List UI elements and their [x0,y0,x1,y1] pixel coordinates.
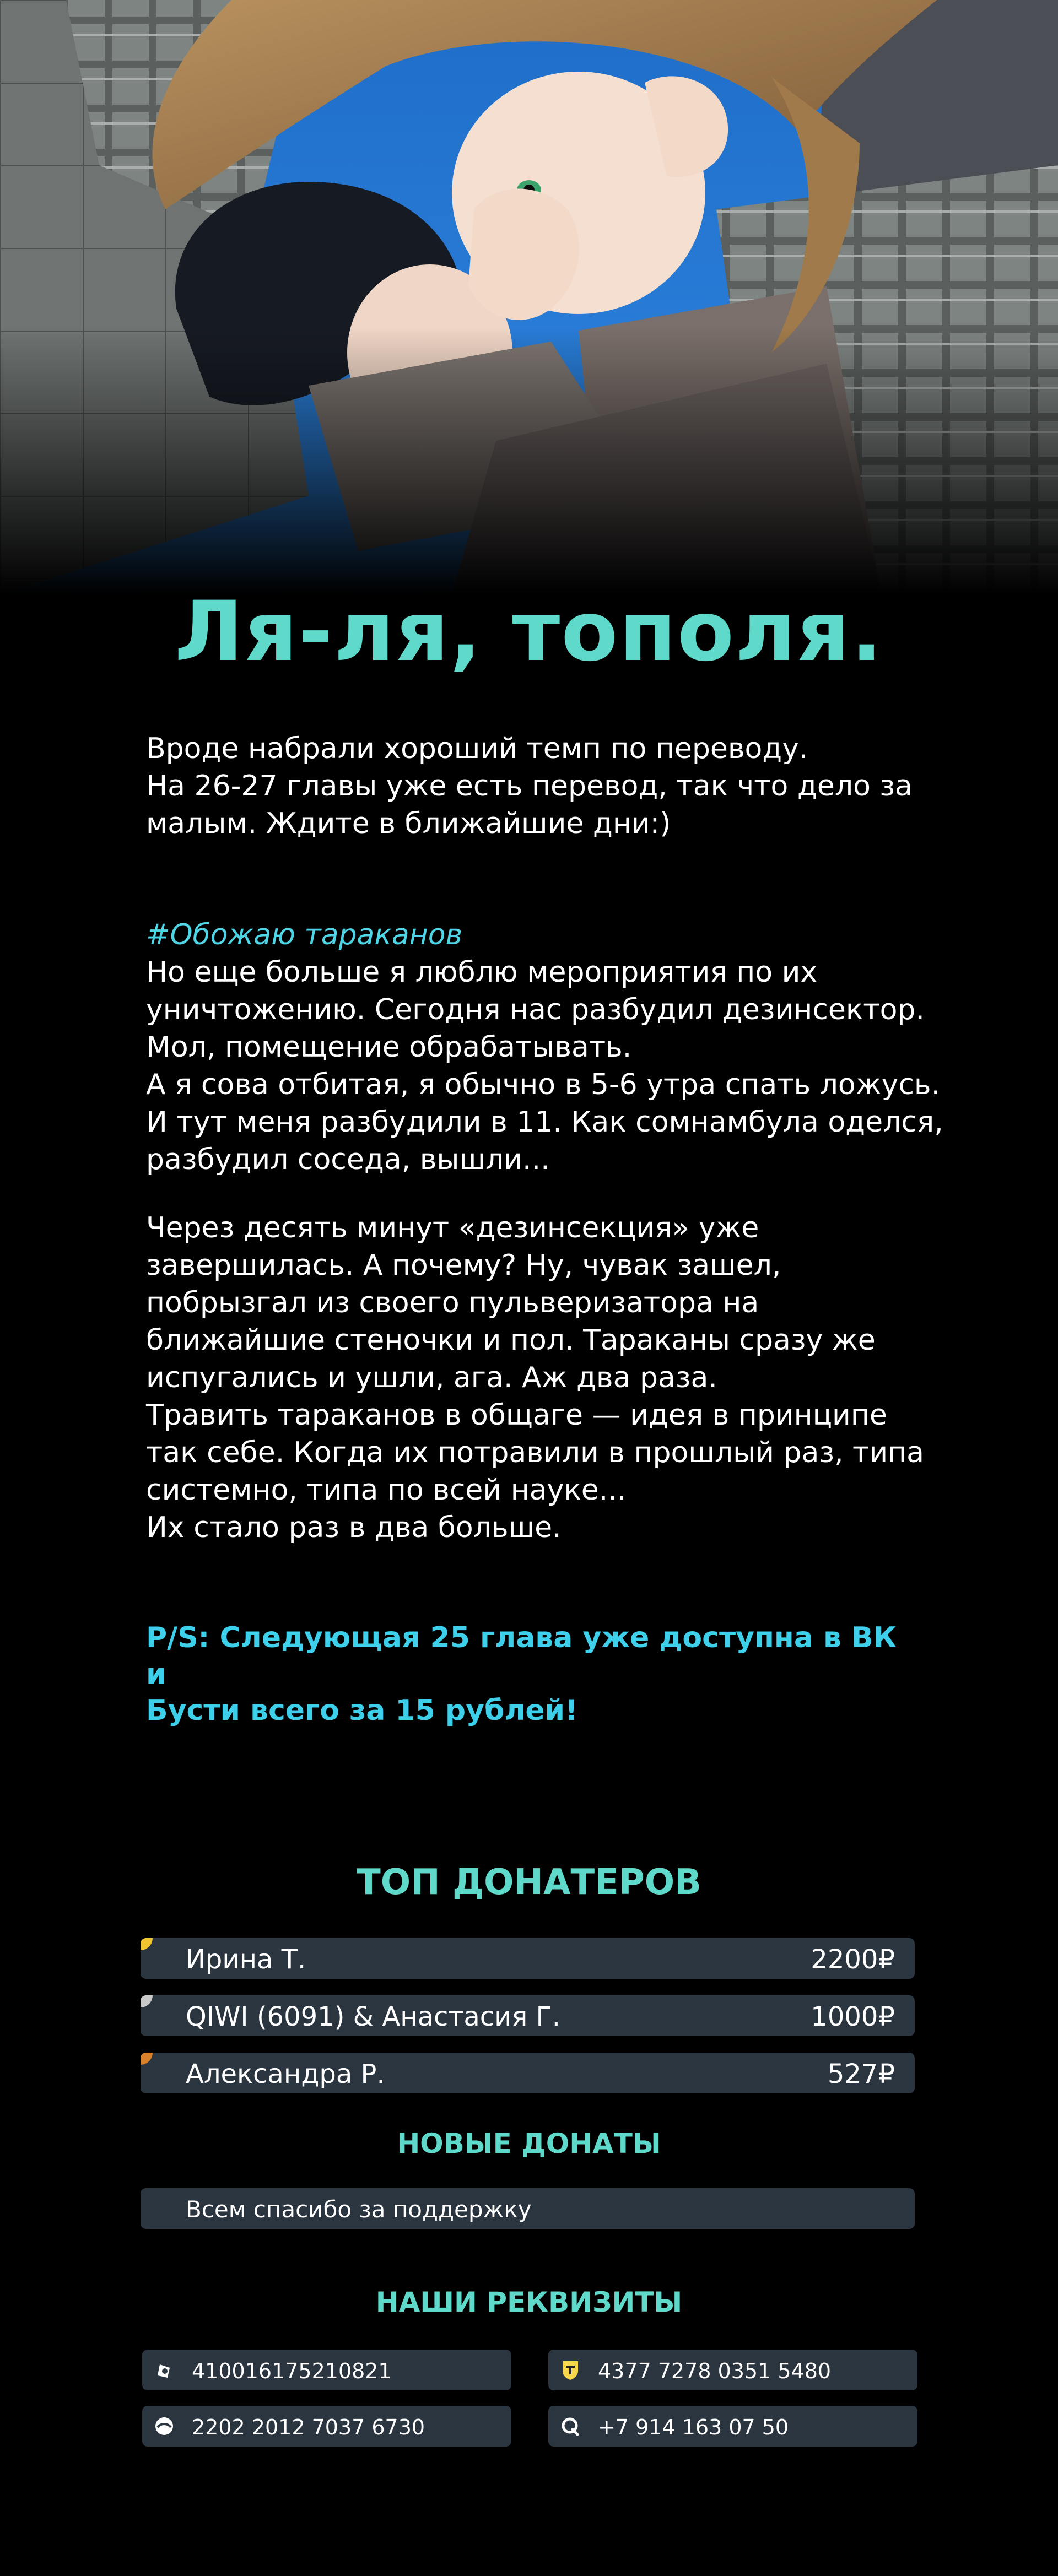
story-line: ближайшие стеночки и пол. Тараканы сразу же [146,1324,876,1357]
new-donations-row [141,2188,915,2229]
donor-name: QIWI (6091) & Анастасия Г. [186,2001,561,2032]
top-donors-heading: ТОП ДОНАТЕРОВ [357,1862,701,1903]
requisite-value: +7 914 163 07 50 [598,2415,789,2439]
requisite-yoomoney[interactable] [142,2350,511,2390]
donor-name: Ирина Т. [186,1944,306,1975]
requisite-bank-card[interactable] [142,2406,511,2447]
donor-row-1 [141,1938,915,1979]
donor-row-2 [141,1995,915,2036]
ps-note [146,1620,917,1729]
tinkoff-icon [559,2359,581,2381]
story-line: Их стало раз в два больше. [146,1511,562,1544]
qiwi-icon [559,2415,581,2437]
requisites-heading: НАШИ РЕКВИЗИТЫ [375,2286,683,2318]
story-line: так себе. Когда их потравили в прошлый раз, типа [146,1436,924,1469]
story-line: уничтожению. Сегодня нас разбудил дезинсектор. [146,993,925,1026]
intro-line: Вроде набрали хороший темп по переводу. [146,732,808,765]
hashtag: #Обожаю тараканов [146,918,463,951]
story-block [146,916,1006,1178]
story-line: системно, типа по всей науке... [146,1474,627,1507]
donor-amount: 2200₽ [811,1944,895,1975]
bronze-rank-marker [141,2053,155,2067]
ps-line: P/S: Следующая 25 глава уже доступна в ВК и [146,1621,897,1691]
ps-line: Бусти всего за 15 рублей! [146,1694,578,1727]
donor-amount: 1000₽ [811,2001,895,2032]
story-line: разбудил соседа, вышли... [146,1143,550,1176]
requisite-value: 2202 2012 7037 6730 [192,2415,425,2439]
silver-rank-marker [141,1995,155,2010]
requisite-value: 4377 7278 0351 5480 [598,2359,832,2383]
story-line: Но еще больше я люблю мероприятия по их [146,956,818,989]
new-donations-text: Всем спасибо за поддержку [186,2196,532,2223]
donor-amount: 527₽ [827,2059,895,2090]
story-line: Мол, помещение обрабатывать. [146,1031,632,1064]
story-line: испугались и ушли, ага. Аж два раза. [146,1361,717,1394]
requisite-qiwi[interactable] [548,2406,917,2447]
story-block-2 [146,1209,1006,1546]
intro-paragraph [146,730,1006,842]
bank-card-icon [153,2415,175,2437]
hero-illustration [0,0,1058,595]
yoomoney-icon [153,2359,175,2381]
page-title: Ля-ля, тополя. [174,584,884,680]
story-line: побрызгал из своего пульверизатора на [146,1286,759,1319]
story-line: Травить тараканов в общаге — идея в принципе [146,1399,887,1432]
story-line: завершилась. А почему? Ну, чувак зашел, [146,1249,781,1282]
intro-line: На 26-27 главы уже есть перевод, так что дело за [146,770,913,803]
requisite-tinkoff[interactable] [548,2350,917,2390]
requisite-value: 410016175210821 [192,2359,392,2383]
new-donations-heading: НОВЫЕ ДОНАТЫ [397,2128,661,2160]
intro-line: малым. Ждите в ближайшие дни:) [146,807,671,840]
donor-row-3 [141,2053,915,2093]
donor-name: Александра Р. [186,2059,385,2090]
gold-rank-marker [141,1938,155,1952]
story-line: И тут меня разбудили в 11. Как сомнамбула оделся, [146,1106,943,1139]
story-line: Через десять минут «дезинсекция» уже [146,1211,759,1244]
story-line: А я сова отбитая, я обычно в 5-6 утра спать ложусь. [146,1068,941,1101]
